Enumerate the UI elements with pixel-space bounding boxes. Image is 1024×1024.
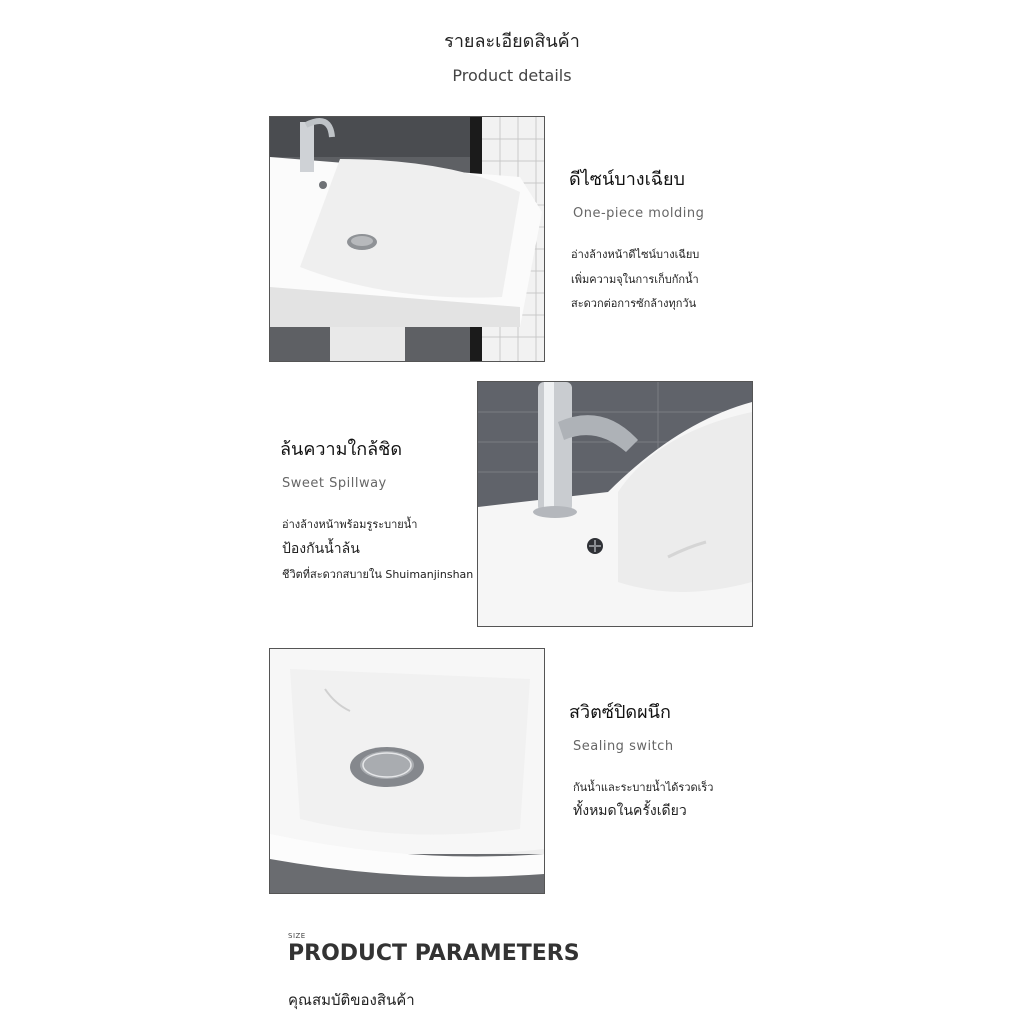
feature-description-line: เพิ่มความจุในการเก็บกักน้ำ xyxy=(571,273,699,286)
sink-photo-drain xyxy=(269,648,545,894)
sink-photo-overview xyxy=(269,116,545,362)
section-title-thai: รายละเอียดสินค้า xyxy=(444,31,580,52)
feature-description-line: ทั้งหมดในครั้งเดียว xyxy=(573,803,687,819)
size-label: SIZE xyxy=(288,932,306,940)
feature-subtitle: Sealing switch xyxy=(573,739,674,754)
feature-description-line: อ่างล้างหน้าดีไซน์บางเฉียบ xyxy=(571,248,700,261)
feature-description-line: ชีวิตที่สะดวกสบายใน Shuimanjinshan xyxy=(282,568,474,581)
feature-title: ดีไซน์บางเฉียบ xyxy=(569,169,685,190)
feature-subtitle: Sweet Spillway xyxy=(282,476,387,491)
feature-description-line: อ่างล้างหน้าพร้อมรูระบายน้ำ xyxy=(282,518,418,531)
feature-title: สวิตซ์ปิดผนึก xyxy=(569,702,671,723)
feature-description-line: กันน้ำและระบายน้ำได้รวดเร็ว xyxy=(573,781,714,794)
sink-photo-spillway xyxy=(477,381,753,627)
feature-description-line: ป้องกันน้ำล้น xyxy=(282,541,360,557)
section-title-english: Product details xyxy=(452,66,572,85)
feature-subtitle: One-piece molding xyxy=(573,206,705,221)
parameters-subtitle: คุณสมบัติของสินค้า xyxy=(288,991,415,1009)
parameters-title: PRODUCT PARAMETERS xyxy=(288,941,580,966)
feature-title: ล้นความใกล้ชิด xyxy=(280,439,403,460)
feature-description-line: สะดวกต่อการซักล้างทุกวัน xyxy=(571,297,697,310)
